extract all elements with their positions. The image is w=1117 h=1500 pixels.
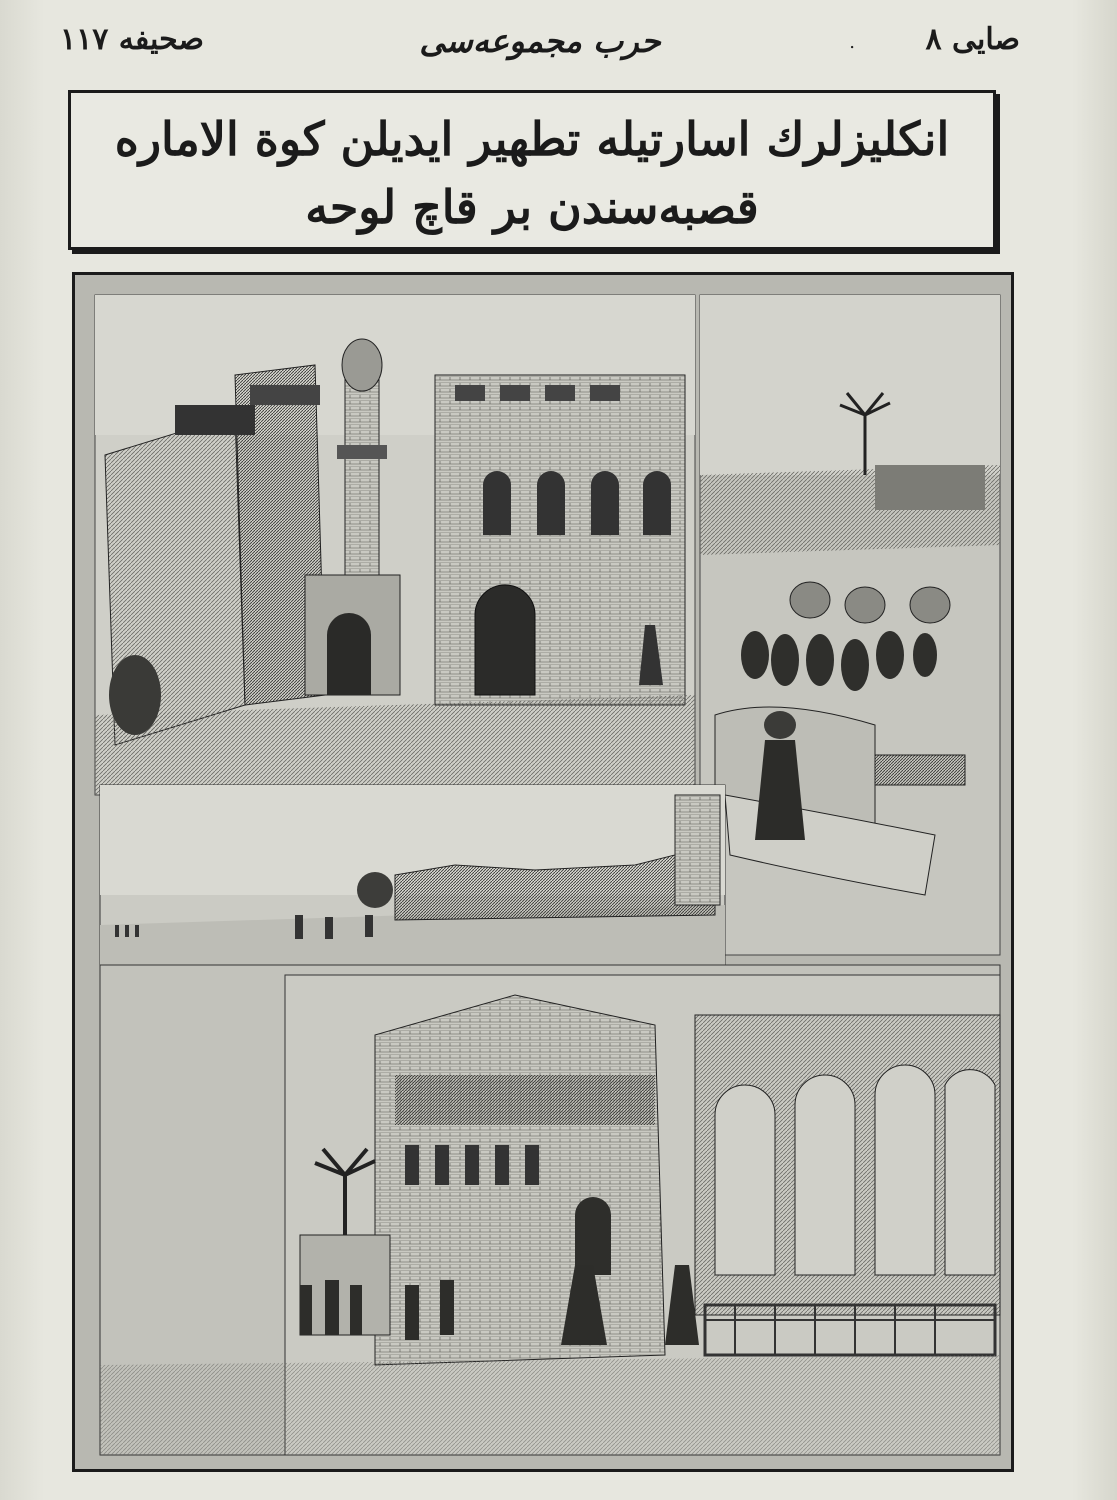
market-street-panel — [100, 965, 1000, 1455]
page-number: صحيفه ١١٧ — [60, 22, 204, 57]
porters-panel — [700, 295, 1000, 955]
page-header — [60, 22, 1020, 72]
illustration-plate — [72, 272, 1014, 1472]
caption-box — [68, 90, 996, 250]
riverside-panel — [100, 785, 725, 965]
street-minaret-panel — [95, 295, 695, 795]
issue-number: صايى ٨ — [925, 22, 1020, 57]
caption-line-2: قصبه‌سندن بر قاچ لوحه — [305, 180, 759, 234]
engraving-collage — [75, 275, 1011, 1469]
caption-line-1: انكليزلرك اسارتيله تطهير ايديلن كوة الاماره — [114, 112, 950, 166]
journal-title: حرب مجموعه‌سى — [419, 22, 661, 60]
header-separator: . — [849, 32, 855, 53]
